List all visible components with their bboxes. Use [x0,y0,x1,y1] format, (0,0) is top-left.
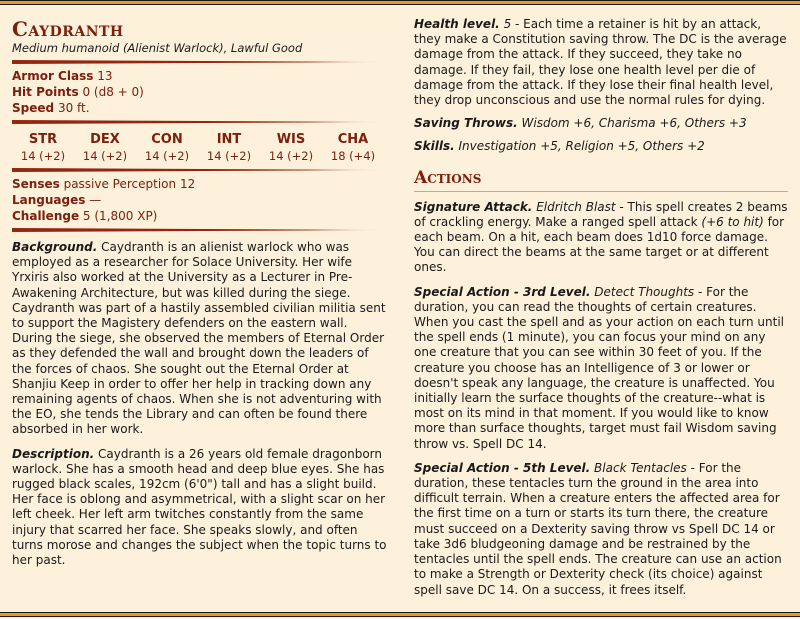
health-level-text: - Each time a retainer is hit by an attack, they make a Constitution saving throw. The DC is the average damage from the attack. If they succeed, they take no damage. If they fail, they lose one health level per die of damage from the attack. If they lose their final health level, they drop unconscious and use the normal rules for dying. [414,17,787,108]
hit-points-value: 0 (d8 + 0) [82,85,144,99]
ability-cha [322,132,384,164]
special-action-3rd-text: - For the duration, you can read the thoughts of certain creatures. When you cast the spell and as your action on each turn until the spell ends (1 minute), you can focus your mind on any one creature that you can see within 30 feet of you. If the creature you choose has an Intelligence of 3 or lower or doesn't speak any language, the creature is unaffected. You initially learn the surface thoughts of the creature--what is most on its mind in that moment. If you would like to know more than surface thoughts, target must fail Wisdom saving throw vs. Spell DC 14. [414,284,785,451]
top-border [0,0,800,5]
special-action-5th-text: - For the duration, these tentacles turn the ground in the area into difficult terrain. When a creature enters the affected area for the first time on a turn or starts its turn there, the creature must succeed on a Dexterity saving throw vs Spell DC 14 or take 3d6 bludgeoning damage and be restrained by the tentacles until the spell ends. The creature can use an action to make a Strength or Dexterity check (its choice) against spell save DC 14. On a success, it frees itself. [414,460,782,597]
hit-points-label: Hit Points [12,85,79,99]
background-text: Caydranth is an alienist warlock who was employed as a researcher for Solace University. Her wife Yrxiris also worked at the University as a Lecturer in Pre-Awakening Architecture, but was killed during the siege. Caydranth was part of a hastily assembled civilian militia sent to support the Magistery defenders on the eastern wall. During the siege, she observed the members of Eternal Order as they defended the wall and brought down the leaders of the forces of chaos. She sought out the Eternal Order at Shanjiu Keep in order to offer her help in tracking down any remaining agents of chaos. When she is not adventuring with the EO, she tends the Library and can often be found there absorbed in her work. [12,240,386,437]
ability-name: DEX [90,132,120,147]
tapered-rule [12,60,388,64]
speed-label: Speed [12,101,55,115]
ability-name: STR [28,132,58,147]
ability-score: 18 (+4) [330,149,376,163]
ability-name: WIS [276,132,306,147]
signature-attack [414,200,788,276]
skills-title: Skills. [414,139,455,154]
senses [12,176,388,192]
background-paragraph [12,240,388,438]
saving-throws [414,116,788,131]
saving-throws-title: Saving Throws. [414,116,518,131]
signature-attack-name: Eldritch Blast [536,199,616,214]
special-action-5th-name: Black Tentacles [594,460,687,475]
signature-attack-title: Signature Attack. [414,199,533,214]
senses-label: Senses [12,177,60,191]
right-column [414,17,788,598]
special-action-3rd [414,285,788,452]
ability-score: 14 (+2) [20,149,66,163]
ability-name: CON [151,132,183,147]
tapered-rule [12,120,388,124]
skills-text: Investigation +5, Religion +5, Others +2 [458,139,705,154]
health-level-title: Health level. [414,17,500,31]
health-level-paragraph [414,17,788,108]
left-column [12,18,388,568]
ability-score: 14 (+2) [268,149,314,163]
bottom-border [0,612,800,617]
speed [12,100,388,116]
signature-attack-bonus: (+6 to hit) [701,214,764,229]
languages-value: — [89,193,102,207]
special-action-5th [414,461,788,598]
ability-con [136,132,198,164]
background-title: Background. [12,240,98,254]
health-level-value: 5 [503,17,512,31]
tapered-rule [12,228,388,232]
actions-heading: Actions [414,167,482,188]
armor-class [12,68,388,84]
speed-value: 30 ft. [57,101,90,115]
ability-score: 14 (+2) [144,149,190,163]
description-text: Caydranth is a 26 years old female dragonborn warlock. She has a smooth head and deep blue eyes. She has rugged black scales, 192cm (6'0") tall and has a slight build. Her face is oblong and asymmetrical, with a slight scar on her left cheek. Her left arm twitches constantly from the same injury that scarred her face. She speaks slowly, and often turns morose and changes the subject when the topic turns to her past. [12,446,387,568]
signature-attack-text-1: - This spell creates 2 beams of crackling energy. Make a ranged spell attack [414,199,788,229]
armor-class-value: 13 [97,69,113,83]
ability-dex [74,132,136,164]
ability-score: 14 (+2) [82,149,128,163]
ability-wis [260,132,322,164]
skills [414,139,788,154]
ability-int [198,132,260,164]
ability-scores [12,132,384,164]
senses-value: passive Perception 12 [63,177,196,191]
challenge-value: 5 (1,800 XP) [82,209,158,223]
ability-score: 14 (+2) [206,149,252,163]
ability-name: CHA [337,132,369,147]
armor-class-label: Armor Class [12,69,94,83]
ability-name: INT [216,132,242,147]
ability-str [12,132,74,164]
hit-points [12,84,388,100]
saving-throws-text: Wisdom +6, Charisma +6, Others +3 [521,116,747,131]
actions-divider [414,191,788,192]
special-action-3rd-name: Detect Thoughts [594,284,695,299]
special-action-5th-title: Special Action - 5th Level. [414,460,591,475]
tapered-rule [12,168,388,172]
description-title: Description. [12,446,95,461]
languages [12,192,388,208]
challenge-label: Challenge [12,209,80,223]
creature-type: Medium humanoid (Alienist Warlock), Lawful Good [12,41,303,55]
signature-attack-text-2: for each beam. On a hit, each beam does 1d10 force damage. You can direct the beams at the same target or at different ones. [414,214,785,275]
challenge [12,208,388,224]
special-action-3rd-title: Special Action - 3rd Level. [414,284,591,299]
description-paragraph [12,447,388,569]
languages-label: Languages [12,193,86,207]
creature-name: Caydranth [12,17,124,41]
